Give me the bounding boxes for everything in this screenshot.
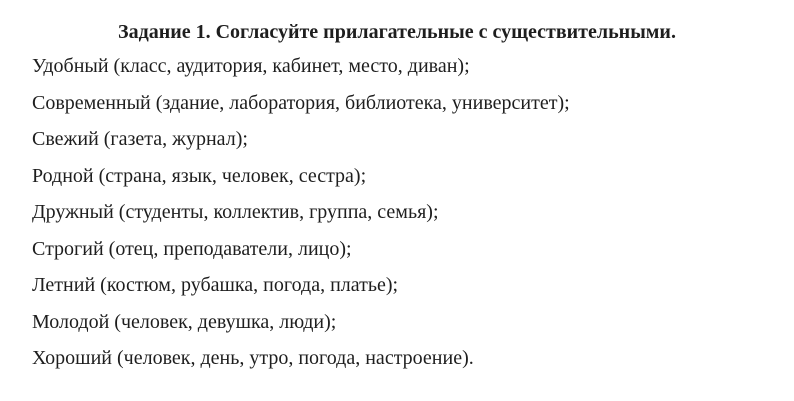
exercise-item: Дружный (студенты, коллектив, группа, семья); xyxy=(32,201,439,223)
exercise-title: Задание 1. Согласуйте прилагательные с существительными. xyxy=(118,21,676,43)
exercise-item: Родной (страна, язык, человек, сестра); xyxy=(32,164,367,187)
exercise-item: Удобный (класс, аудитория, кабинет, место, диван); xyxy=(32,55,470,77)
exercise-item: Летний (костюм, рубашка, погода, платье); xyxy=(32,274,399,296)
exercise-item: Свежий (газета, журнал); xyxy=(32,128,248,150)
exercise-item: Современный (здание, лаборатория, библиотека, университет); xyxy=(32,91,570,114)
exercise-item: Хороший (человек, день, утро, погода, настроение). xyxy=(32,347,474,369)
exercise-item: Строгий (отец, преподаватели, лицо); xyxy=(32,237,352,260)
exercise-list xyxy=(32,54,570,383)
exercise-item: Молодой (человек, девушка, люди); xyxy=(32,310,337,333)
